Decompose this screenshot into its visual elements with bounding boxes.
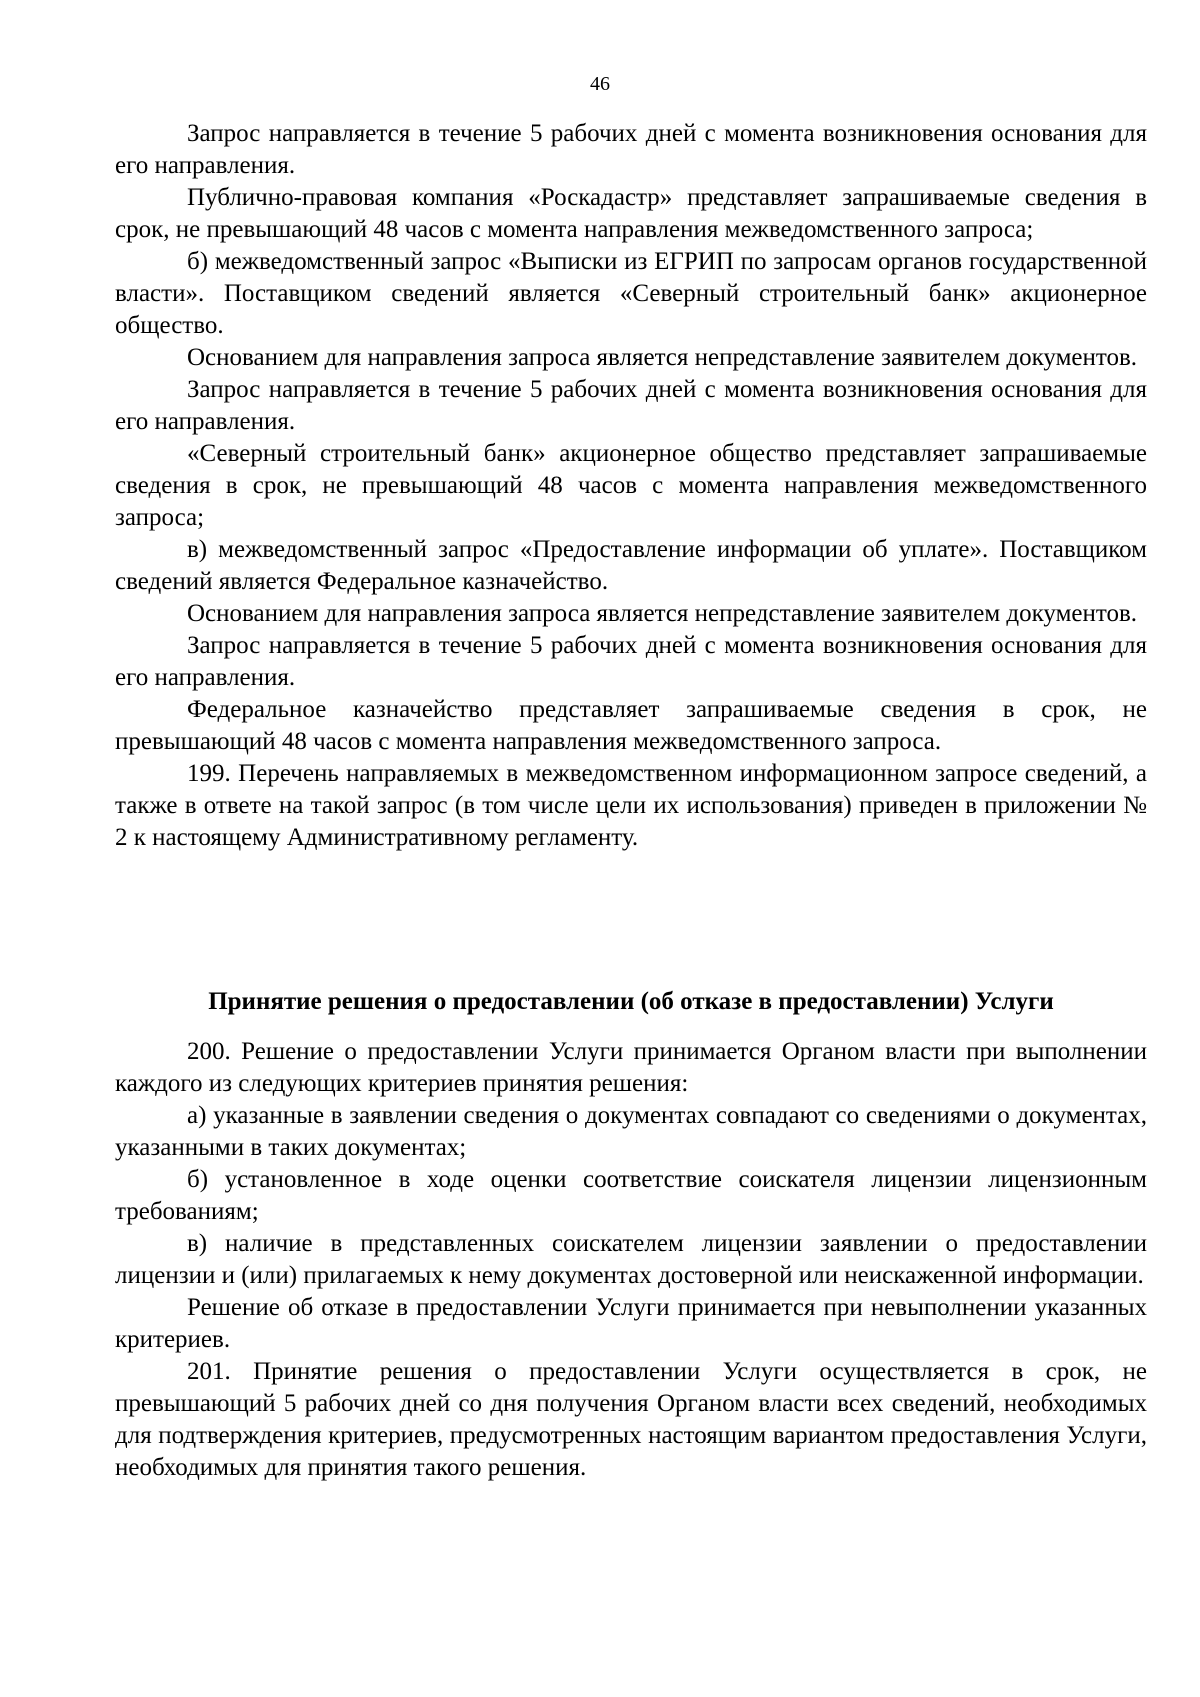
- paragraph: б) установленное в ходе оценки соответствие соискателя лицензии лицензионным требованиям;: [115, 1166, 1147, 1225]
- paragraph: Федеральное казначейство представляет запрашиваемые сведения в срок, не превышающий 48 часов с момента направления межведомственного запроса.: [115, 696, 1147, 755]
- paragraph: Основанием для направления запроса является непредставление заявителем документов.: [187, 600, 1138, 627]
- paragraph: 199. Перечень направляемых в межведомственном информационном запросе сведений, а также в ответе на такой запрос (в том числе цели их использования) приведен в приложении № 2 к настоящему Административному регламенту.: [115, 760, 1147, 851]
- paragraph: а) указанные в заявлении сведения о документах совпадают со сведениями о документах, указанными в таких документах;: [115, 1102, 1147, 1161]
- body-text: [115, 118, 1147, 854]
- paragraph: 201. Принятие решения о предоставлении Услуги осуществляется в срок, не превышающий 5 рабочих дней со дня получения Органом власти всех сведений, необходимых для подтверждения критериев, предусмотренных настоящим вариантом предоставления Услуги, необходимых для принятия такого решения.: [115, 1358, 1147, 1481]
- paragraph: в) межведомственный запрос «Предоставление информации об уплате». Поставщиком сведений является Федеральное казначейство.: [115, 536, 1147, 595]
- paragraph: Запрос направляется в течение 5 рабочих дней с момента возникновения основания для его направления.: [115, 632, 1147, 691]
- paragraph: Решение об отказе в предоставлении Услуги принимается при невыполнении указанных критериев.: [115, 1294, 1147, 1353]
- paragraph: 200. Решение о предоставлении Услуги принимается Органом власти при выполнении каждого из следующих критериев принятия решения:: [115, 1038, 1147, 1097]
- paragraph: б) межведомственный запрос «Выписки из ЕГРИП по запросам органов государственной власти». Поставщиком сведений является «Северный строительный банк» акционерное общество.: [115, 248, 1147, 339]
- paragraph: Запрос направляется в течение 5 рабочих дней с момента возникновения основания для его направления.: [115, 376, 1147, 435]
- section-body-text: [115, 1036, 1147, 1484]
- paragraph: «Северный строительный банк» акционерное общество представляет запрашиваемые сведения в срок, не превышающий 48 часов с момента направления межведомственного запроса;: [115, 440, 1147, 531]
- paragraph: Публично-правовая компания «Роскадастр» представляет запрашиваемые сведения в срок, не превышающий 48 часов с момента направления межведомственного запроса;: [115, 184, 1147, 243]
- paragraph: в) наличие в представленных соискателем лицензии заявлении о предоставлении лицензии и (или) прилагаемых к нему документах достоверной или неискаженной информации.: [115, 1230, 1147, 1289]
- page-number: 46: [590, 73, 610, 95]
- paragraph: Запрос направляется в течение 5 рабочих дней с момента возникновения основания для его направления.: [115, 120, 1147, 179]
- paragraph: Основанием для направления запроса является непредставление заявителем документов.: [187, 344, 1138, 371]
- section-heading: Принятие решения о предоставлении (об отказе в предоставлении) Услуги: [208, 988, 1054, 1015]
